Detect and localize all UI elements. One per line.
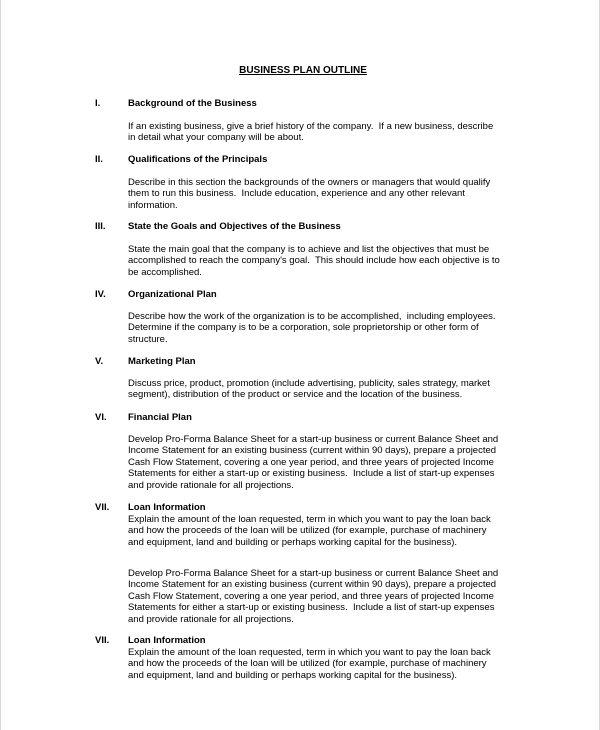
body-line: and how the proceeds of the loan will be utilized (for example, purchase of machinery — [128, 658, 487, 670]
body-line: State the main goal that the company is to achieve and list the objectives that must be — [128, 244, 490, 255]
section-body — [128, 121, 528, 144]
body-line: and provide rationale for all projections. — [128, 479, 294, 491]
body-line: accomplished to reach the company's goal. This should include how each objective is to — [128, 255, 500, 267]
section-number: VII. — [95, 502, 110, 513]
body-line: information. — [128, 199, 178, 211]
section-body — [128, 647, 528, 681]
body-line: Describe how the work of the organization is to be accomplished, including employees. — [128, 311, 496, 322]
body-line: and how the proceeds of the loan will be utilized (for example, purchase of machinery — [128, 525, 487, 537]
section-body — [128, 434, 528, 491]
section-heading: Background of the Business — [128, 98, 257, 109]
body-line: Income Statement for an existing business (current within 90 days), prepare a projected — [128, 579, 497, 591]
body-line: Statements for either a start-up or existing business. Include a list of start-up expenses — [128, 602, 495, 614]
section-body — [128, 311, 528, 345]
section-number: IV. — [95, 289, 106, 300]
section-heading: Organizational Plan — [128, 289, 217, 300]
section-body — [128, 378, 528, 401]
section-body — [128, 177, 528, 211]
body-line: and provide rationale for all projections. — [128, 613, 294, 625]
section-heading: Loan Information — [128, 635, 206, 646]
section-heading: Marketing Plan — [128, 356, 196, 367]
section-heading: Financial Plan — [128, 412, 192, 423]
body-line: Explain the amount of the loan requested, term in which you want to pay the loan back — [128, 514, 491, 525]
body-line: Develop Pro-Forma Balance Sheet for a start-up business or current Balance Sheet and — [128, 434, 499, 445]
section-body — [128, 514, 528, 548]
document-title: BUSINESS PLAN OUTLINE — [239, 65, 367, 76]
body-line: Cash Flow Statement, covering a one year period, and three years of projected Income — [128, 590, 494, 602]
section-heading: Qualifications of the Principals — [128, 154, 268, 165]
section-number: II. — [95, 154, 103, 165]
section-heading: Loan Information — [128, 502, 206, 513]
section-body — [128, 244, 528, 278]
section-heading: State the Goals and Objectives of the Business — [128, 221, 341, 232]
section-body — [128, 568, 528, 625]
body-line: Discuss price, product, promotion (include advertising, publicity, sales strategy, market — [128, 378, 490, 389]
body-line: Cash Flow Statement, covering a one year period, and three years of projected Income — [128, 456, 494, 468]
body-line: Explain the amount of the loan requested, term in which you want to pay the loan back — [128, 647, 491, 658]
section-number: VII. — [95, 635, 110, 646]
body-line: Income Statement for an existing business (current within 90 days), prepare a projected — [128, 445, 497, 457]
body-line: structure. — [128, 333, 168, 345]
section-number: III. — [95, 221, 106, 232]
body-line: Describe in this section the backgrounds of the owners or managers that would qualify — [128, 177, 491, 188]
body-line: and equipment, land and building or perhaps working capital for the business). — [128, 536, 458, 548]
body-line: them to run this business. Include education, experience and any other relevant — [128, 188, 465, 200]
body-line: be accomplished. — [128, 266, 202, 278]
body-line: Determine if the company is to be a corporation, sole proprietorship or other form of — [128, 322, 479, 334]
body-line: If an existing business, give a brief history of the company. If a new business, describe — [128, 121, 494, 132]
section-number: I. — [95, 98, 101, 109]
body-line: Develop Pro-Forma Balance Sheet for a start-up business or current Balance Sheet and — [128, 568, 499, 579]
section-number: VI. — [95, 412, 107, 423]
body-line: and equipment, land and building or perhaps working capital for the business). — [128, 669, 458, 681]
body-line: Statements for either a start-up or existing business. Include a list of start-up expenses — [128, 468, 495, 480]
section-number: V. — [95, 356, 104, 367]
body-line: segment), distribution of the product or service and the location of the business. — [128, 389, 463, 401]
body-line: in detail what your company will be about. — [128, 132, 304, 144]
